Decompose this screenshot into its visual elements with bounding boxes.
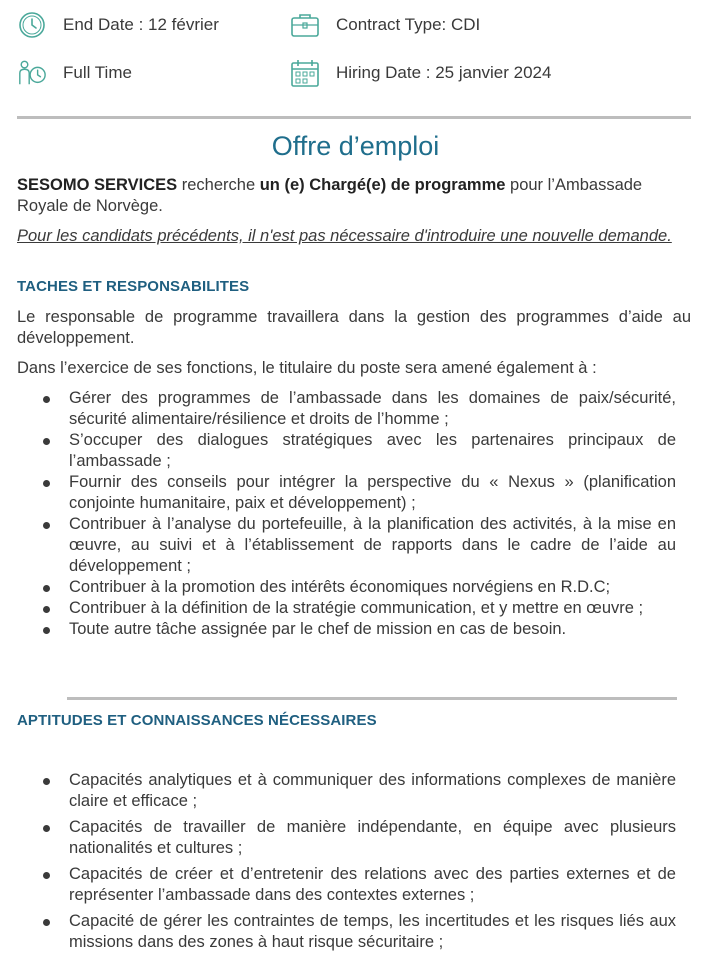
schedule-item	[17, 58, 132, 88]
tasks-list	[0, 388, 711, 640]
list-item-text: Capacités analytiques et à communiquer des informations complexes de manière claire et efficace ;	[69, 771, 676, 810]
clock-icon	[17, 10, 47, 40]
job-meta-row-1	[0, 10, 711, 50]
list-item	[0, 472, 711, 514]
bullet-icon	[43, 480, 50, 487]
bullet-icon	[43, 919, 50, 926]
briefcase-icon	[290, 10, 320, 40]
list-item	[0, 911, 711, 953]
list-item	[0, 577, 711, 598]
tasks-paragraph-2: Dans l’exercice de ses fonctions, le titulaire du poste sera amené également à :	[17, 359, 597, 377]
list-item-text: Capacités de créer et d’entretenir des relations avec des parties externes et de représenter l’ambassade dans des contextes externes ;	[69, 865, 676, 904]
bullet-icon	[43, 438, 50, 445]
job-meta-row-2	[0, 58, 711, 98]
bullet-icon	[43, 396, 50, 403]
offer-intro	[17, 175, 691, 217]
bullet-icon	[43, 627, 50, 634]
calendar-icon	[290, 58, 320, 88]
offer-title: Offre d’emploi	[271, 131, 440, 161]
bullet-icon	[43, 825, 50, 832]
end-date-text: End Date : 12 février	[63, 15, 219, 34]
hiring-date-item	[290, 58, 551, 88]
bullet-icon	[43, 778, 50, 785]
contract-type-text: Contract Type: CDI	[336, 15, 481, 34]
bullet-icon	[43, 872, 50, 879]
skills-heading: APTITUDES ET CONNAISSANCES NÉCESSAIRES	[17, 712, 377, 729]
tasks-paragraph-1: Le responsable de programme travaillera dans la gestion des programmes d’aide au développement.	[17, 308, 691, 347]
section-divider	[67, 697, 677, 700]
applicant-note-text: Pour les candidats précédents, il n'est pas nécessaire d'introduire une nouvelle demande.	[17, 227, 672, 245]
person-clock-icon	[17, 58, 47, 88]
list-item-text: Capacités de travailler de manière indépendante, en équipe avec plusieurs nationalités et cultures ;	[69, 818, 676, 857]
list-item-text: Capacité de gérer les contraintes de temps, les incertitudes et les risques liés aux missions dans des zones à haut risque sécuritaire ;	[69, 912, 676, 951]
list-item	[0, 770, 711, 812]
list-item	[0, 817, 711, 859]
hiring-date-text: Hiring Date : 25 janvier 2024	[336, 63, 552, 82]
header-divider	[17, 116, 691, 119]
intro-text-mid: recherche	[177, 176, 260, 194]
list-item	[0, 619, 711, 640]
bullet-icon	[43, 585, 50, 592]
list-item-text: S’occuper des dialogues stratégiques avec les partenaires principaux de l’ambassade ;	[69, 431, 676, 470]
company-name: SESOMO SERVICES	[17, 176, 178, 194]
list-item-text: Fournir des conseils pour intégrer la perspective du « Nexus » (planification conjointe humanitaire, paix et développement) ;	[69, 473, 676, 512]
list-item-text: Contribuer à la définition de la stratégie communication, et y mettre en œuvre ;	[69, 599, 644, 617]
bullet-icon	[43, 522, 50, 529]
skills-list	[0, 770, 711, 953]
list-item	[0, 514, 711, 577]
list-item	[0, 864, 711, 906]
applicant-note	[17, 226, 691, 247]
bullet-icon	[43, 606, 50, 613]
end-date-item	[17, 10, 219, 40]
list-item-text: Contribuer à l’analyse du portefeuille, à la planification des activités, à la mise en œuvre, au suivi et à l’établissement de rapports dans le cadre de l’aide au développement ;	[69, 515, 676, 575]
list-item-text: Contribuer à la promotion des intérêts économiques norvégiens en R.D.C;	[69, 578, 611, 596]
schedule-text: Full Time	[63, 63, 132, 82]
list-item	[0, 598, 711, 619]
list-item	[0, 430, 711, 472]
tasks-heading: TACHES ET RESPONSABILITES	[17, 278, 250, 295]
intro-text-end: pour l’Ambassade Royale de Norvège.	[17, 176, 643, 215]
list-item	[0, 388, 711, 430]
role-title: un (e) Chargé(e) de programme	[259, 176, 506, 194]
list-item-text: Toute autre tâche assignée par le chef de mission en cas de besoin.	[69, 620, 567, 638]
list-item-text: Gérer des programmes de l’ambassade dans les domaines de paix/sécurité, sécurité alimentaire/résilience et droits de l’homme ;	[69, 389, 676, 428]
contract-type-item	[290, 10, 480, 40]
